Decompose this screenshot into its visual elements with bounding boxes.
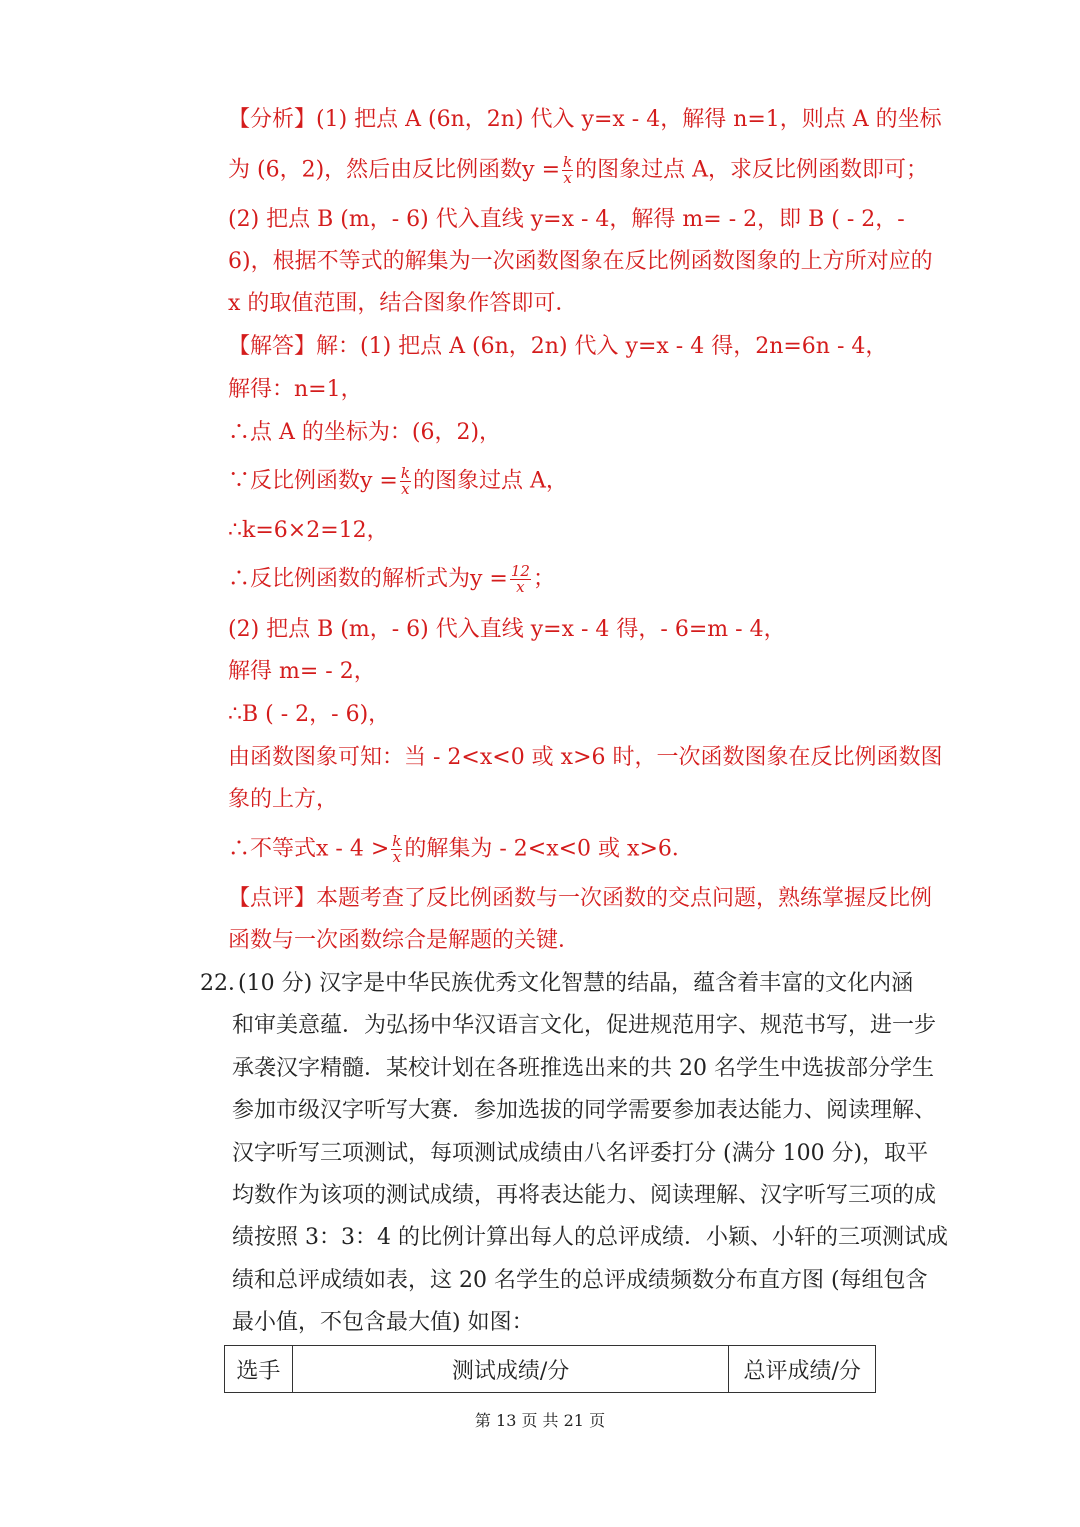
- fraction-denominator: x: [401, 480, 410, 498]
- solution-line-12-post: 的解集为 - 2<x<0 或 x>6．: [404, 836, 694, 862]
- question-line-1: (10 分) 汉字是中华民族优秀文化智慧的结晶，蕴含着丰富的文化内涵: [238, 971, 914, 996]
- solution-line-3: ∴点 A 的坐标为：(6，2)，: [228, 420, 502, 445]
- fraction-k-over-x: [400, 466, 411, 497]
- solution-line-7: (2) 把点 B (m，- 6) 代入直线 y=x - 4 得，- 6=m - 4，: [228, 617, 786, 642]
- analysis-line-2-post: 的图象过点 A，求反比例函数即可；: [575, 157, 928, 183]
- review-line-1: 【点评】本题考查了反比例函数与一次函数的交点问题，熟练掌握反比例: [228, 886, 933, 911]
- score-table: [224, 1345, 876, 1393]
- question-line-6: 均数作为该项的测试成绩，再将表达能力、阅读理解、汉字听写三项的成: [232, 1183, 937, 1208]
- solution-line-12: [228, 834, 694, 865]
- question-line-9: 最小值，不包含最大值) 如图：: [232, 1310, 534, 1335]
- solution-line-10: 由函数图象可知：当 - 2<x<0 或 x>6 时，一次函数图象在反比例函数图: [228, 745, 943, 770]
- question-number: 22．: [200, 971, 250, 996]
- solution-line-6-post: ；: [532, 566, 555, 592]
- page-footer: 第 13 页 共 21 页: [474, 1411, 606, 1430]
- question-line-4: 参加市级汉字听写大赛．参加选拔的同学需要参加表达能力、阅读理解、: [232, 1098, 937, 1123]
- analysis-line-5: x 的取值范围，结合图象作答即可．: [228, 291, 578, 316]
- fraction-k-over-x: [391, 834, 402, 865]
- analysis-line-2-pre: 为 (6，2)，然后由反比例函数y =: [228, 157, 561, 183]
- question-line-5: 汉字听写三项测试，每项测试成绩由八名评委打分 (满分 100 分)，取平: [232, 1141, 929, 1166]
- analysis-line-3: (2) 把点 B (m，- 6) 代入直线 y=x - 4，解得 m= - 2，即 B ( - 2，-: [228, 207, 905, 232]
- question-line-2: 和审美意蕴．为弘扬中华汉语言文化，促进规范用字、规范书写，进一步: [232, 1013, 937, 1038]
- analysis-line-2: [228, 155, 928, 186]
- solution-line-8: 解得 m= - 2，: [228, 659, 376, 684]
- solution-line-6: [228, 564, 555, 595]
- fraction-k-over-x: [562, 155, 573, 186]
- table-header-cell: 选手: [225, 1346, 293, 1393]
- solution-line-4-post: 的图象过点 A，: [412, 468, 568, 494]
- fraction-numerator: k: [563, 153, 573, 171]
- solution-line-6-pre: ∴反比例函数的解析式为y =: [228, 566, 508, 592]
- question-line-8: 绩和总评成绩如表，这 20 名学生的总评成绩频数分布直方图 (每组包含: [232, 1268, 928, 1293]
- solution-line-4: [228, 466, 568, 497]
- question-line-7: 绩按照 3：3：4 的比例计算出每人的总评成绩．小颖、小轩的三项测试成: [232, 1225, 948, 1250]
- table-header-cell: 测试成绩/分: [292, 1346, 729, 1393]
- solution-line-4-pre: ∵反比例函数y =: [228, 468, 398, 494]
- fraction-numerator: k: [392, 832, 402, 850]
- solution-line-11: 象的上方，: [228, 787, 339, 812]
- solution-line-9: ∴B ( - 2，- 6)，: [228, 702, 391, 727]
- solution-line-2: 解得：n=1，: [228, 377, 363, 402]
- analysis-line-1: 【分析】(1) 把点 A (6n，2n) 代入 y=x - 4，解得 n=1，则点 A 的坐标: [228, 107, 942, 132]
- table-header-cell: 总评成绩/分: [729, 1346, 876, 1393]
- solution-line-12-pre: ∴不等式x - 4 >: [228, 836, 390, 862]
- fraction-numerator: 12: [510, 562, 530, 580]
- fraction-numerator: k: [400, 464, 410, 482]
- question-line-3: 承袭汉字精髓．某校计划在各班推选出来的共 20 名学生中选拔部分学生: [232, 1056, 934, 1081]
- solution-line-5: ∴k=6×2=12，: [228, 518, 389, 543]
- table-header-row: [225, 1346, 876, 1393]
- fraction-denominator: x: [392, 848, 402, 866]
- analysis-line-4: 6)，根据不等式的解集为一次函数图象在反比例函数图象的上方所对应的: [228, 249, 933, 274]
- fraction-denominator: x: [563, 169, 572, 187]
- solution-line-1: 【解答】解：(1) 把点 A (6n，2n) 代入 y=x - 4 得，2n=6n - 4，: [228, 334, 888, 359]
- fraction-12-over-x: [510, 564, 531, 595]
- fraction-denominator: x: [516, 578, 525, 596]
- review-line-2: 函数与一次函数综合是解题的关键．: [228, 928, 581, 953]
